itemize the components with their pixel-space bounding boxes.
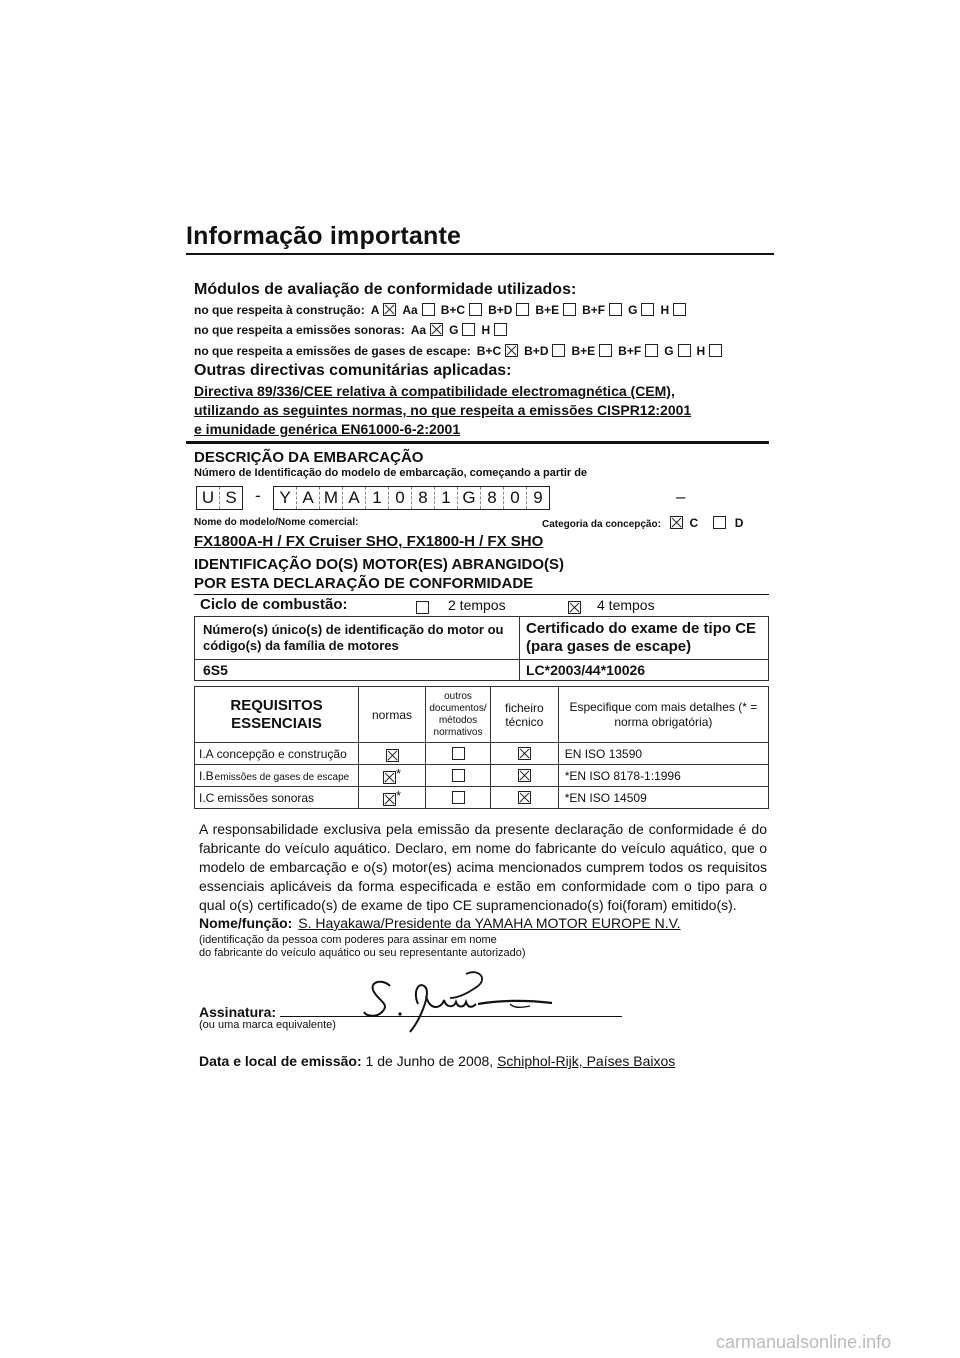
requirement-detail: *EN ISO 8178-1:1996 — [558, 765, 768, 787]
two-stroke-label: 2 tempos — [448, 597, 506, 613]
outros-checkbox[interactable] — [452, 747, 465, 760]
requirement-label — [195, 765, 359, 787]
construction-option-1-label: Aa — [402, 303, 418, 317]
construction-option-0-checkbox[interactable] — [383, 303, 396, 316]
hin-country-box — [196, 486, 243, 510]
engine-table — [194, 616, 769, 681]
mandatory-star: * — [395, 766, 402, 781]
ficheiro-cell — [491, 787, 559, 809]
requirement-name: concepção e construção — [216, 746, 347, 761]
title-rule — [186, 253, 774, 255]
modules-heading: Módulos de avaliação de conformidade utilizados: — [194, 281, 577, 298]
hin-char: 0 — [389, 487, 412, 509]
exhaust-option-5-label: H — [696, 344, 706, 358]
section-rule — [186, 441, 769, 444]
engine-heading-2: POR ESTA DECLARAÇÃO DE CONFORMIDADE — [194, 575, 534, 592]
hin-char: M — [320, 487, 343, 509]
requirements-header — [195, 687, 769, 743]
outros-checkbox[interactable] — [452, 769, 465, 782]
id-note-1: (identificação da pessoa com poderes para assinar em nome — [199, 934, 497, 946]
hin-char: 1 — [366, 487, 389, 509]
ficheiro-checkbox[interactable] — [518, 769, 531, 782]
category-label: Categoria da concepção: — [542, 519, 661, 530]
normas-checkbox[interactable] — [383, 771, 396, 784]
engine-id-header: Número(s) único(s) de identificação do motor ou código(s) da família de motores — [195, 617, 520, 660]
name-row — [199, 915, 681, 931]
hin-char: G — [458, 487, 481, 509]
construction-option-5-checkbox[interactable] — [609, 303, 622, 316]
signature-note: (ou uma marca equivalente) — [199, 1019, 336, 1031]
normas-checkbox[interactable] — [386, 749, 399, 762]
hin-char: 8 — [412, 487, 435, 509]
exhaust-option-4-label: G — [664, 344, 674, 358]
requirement-row — [195, 787, 769, 809]
outros-checkbox[interactable] — [452, 791, 465, 804]
construction-option-0-label: A — [370, 303, 380, 317]
hin-char: 9 — [533, 488, 543, 507]
construction-option-1-checkbox[interactable] — [422, 303, 435, 316]
footer-watermark: carmanualsonline.info — [716, 1332, 892, 1352]
req-header-outros: outros documentos/ métodos normativos — [426, 687, 491, 743]
hin-char: 8 — [481, 487, 504, 509]
exhaust-option-0-label: B+C — [476, 344, 502, 358]
engine-table-row — [195, 660, 769, 681]
date-value: 1 de Junho de 2008, — [365, 1053, 494, 1069]
category-row — [542, 516, 743, 530]
hin-char: Y — [274, 487, 297, 509]
noise-row — [194, 323, 513, 337]
construction-option-6-label: G — [628, 303, 638, 317]
outros-cell — [426, 787, 491, 809]
exhaust-option-3-checkbox[interactable] — [645, 344, 658, 357]
id-note-2: do fabricante do veículo aquático ou seu representante autorizado) — [199, 947, 526, 959]
certificate-number: LC*2003/44*10026 — [520, 660, 769, 681]
requirement-row — [195, 765, 769, 787]
requirement-row — [195, 743, 769, 765]
construction-option-6-checkbox[interactable] — [641, 303, 654, 316]
exhaust-option-1-label: B+D — [524, 344, 549, 358]
directive-line-3: e imunidade genérica EN61000-6-2:2001 — [194, 421, 461, 437]
noise-option-1-checkbox[interactable] — [462, 323, 475, 336]
directives-heading: Outras directivas comunitárias aplicadas: — [194, 362, 512, 379]
category-d-checkbox[interactable] — [713, 516, 726, 529]
req-header-detalhes: Especifique com mais detalhes (* = norma obrigatória) — [558, 687, 768, 743]
category-d-label: D — [734, 516, 744, 530]
construction-option-4-label: B+E — [535, 303, 560, 317]
normas-checkbox[interactable] — [383, 793, 396, 806]
cycle-rule-top — [194, 594, 769, 595]
place-value: Schiphol-Rijk, Países Baixos — [497, 1053, 676, 1069]
construction-option-7-checkbox[interactable] — [673, 303, 686, 316]
outros-cell — [426, 743, 491, 765]
exhaust-label: no que respeita a emissões de gases de escape: — [194, 344, 471, 358]
four-stroke-checkbox[interactable] — [568, 601, 581, 614]
normas-cell — [359, 787, 426, 809]
cycle-label: Ciclo de combustão: — [200, 596, 348, 613]
requirement-detail: EN ISO 13590 — [558, 743, 768, 765]
engine-table-header — [195, 617, 769, 660]
construction-label: no que respeita à construção: — [194, 303, 365, 317]
exhaust-option-2-checkbox[interactable] — [599, 344, 612, 357]
construction-option-3-checkbox[interactable] — [516, 303, 529, 316]
normas-cell — [359, 765, 426, 787]
ficheiro-checkbox[interactable] — [518, 791, 531, 804]
date-label: Data e local de emissão: — [199, 1053, 362, 1069]
four-stroke-label: 4 tempos — [597, 597, 655, 613]
hin-char: A — [343, 487, 366, 509]
hin-char: S — [225, 488, 237, 507]
name-value: S. Hayakawa/Presidente da YAMAHA MOTOR EUROPE N.V. — [298, 915, 681, 931]
req-header-ficheiro: ficheiro técnico — [491, 687, 559, 743]
requirement-prefix: I.C — [199, 790, 215, 805]
directive-line-2: utilizando as seguintes normas, no que respeita a emissões CISPR12:2001 — [194, 402, 692, 418]
requirement-prefix: I.A — [199, 746, 214, 761]
construction-option-3-label: B+D — [488, 303, 513, 317]
normas-cell — [359, 743, 426, 765]
date-row — [199, 1053, 675, 1069]
two-stroke-checkbox[interactable] — [416, 601, 429, 614]
noise-label: no que respeita a emissões sonoras: — [194, 323, 405, 337]
exhaust-option-4-checkbox[interactable] — [678, 344, 691, 357]
requirement-detail: *EN ISO 14509 — [558, 787, 768, 809]
mandatory-star: * — [395, 788, 402, 803]
req-header-requisitos: REQUISITOS ESSENCIAIS — [195, 687, 359, 743]
construction-option-2-label: B+C — [440, 303, 466, 317]
ficheiro-cell — [491, 765, 559, 787]
name-label: Nome/função: — [199, 915, 293, 931]
req-header-normas: normas — [359, 687, 426, 743]
requirement-label — [195, 743, 359, 765]
exhaust-option-3-label: B+F — [618, 344, 642, 358]
noise-option-2-checkbox[interactable] — [494, 323, 507, 336]
outros-cell — [426, 765, 491, 787]
signature-image — [360, 968, 560, 1038]
requirement-prefix: I.B — [199, 768, 214, 783]
craft-heading: DESCRIÇÃO DA EMBARCAÇÃO — [194, 449, 424, 466]
hin-char: U — [197, 487, 220, 509]
noise-option-0-label: Aa — [410, 323, 427, 337]
engine-code: 6S5 — [195, 660, 520, 681]
exhaust-row — [194, 344, 728, 358]
model-label: Nome do modelo/Nome comercial: — [194, 517, 359, 528]
ficheiro-cell — [491, 743, 559, 765]
category-c-label: C — [689, 516, 699, 530]
hin-char: A — [297, 487, 320, 509]
ficheiro-checkbox[interactable] — [518, 747, 531, 760]
hin-separator: - — [255, 486, 261, 505]
certificate-header: Certificado do exame de tipo CE (para gases de escape) — [520, 617, 769, 660]
declaration-text: A responsabilidade exclusiva pela emissão da presente declaração de conformidade é do fabricante do veículo aquático. Declaro, em nome do fabricante do veículo aquático, que o modelo de embarcação e o(s) motor(es) acima mencionados cumprem todos os requisitos essenciais aplicáveis da forma especificada e estão em conformidade com o tipo para o qual o(s) certificado(s) de exame de tipo CE supramencionado(s) foi(foram) emitido(s). — [199, 821, 767, 913]
hin-code-box — [273, 486, 550, 510]
noise-option-0-checkbox[interactable] — [430, 323, 443, 336]
noise-option-2-label: H — [481, 323, 491, 337]
construction-option-4-checkbox[interactable] — [563, 303, 576, 316]
hin-label: Número de Identificação do modelo de embarcação, começando a partir de — [194, 467, 588, 479]
requirements-table — [194, 686, 769, 809]
page-title: Informação importante — [186, 222, 462, 250]
model-name: FX1800A-H / FX Cruiser SHO, FX1800-H / FX SHO — [194, 533, 544, 550]
construction-row — [194, 303, 692, 317]
exhaust-option-5-checkbox[interactable] — [709, 344, 722, 357]
construction-option-7-label: H — [660, 303, 670, 317]
category-c-checkbox[interactable] — [670, 516, 683, 529]
exhaust-option-1-checkbox[interactable] — [552, 344, 565, 357]
signature-label: Assinatura: — [199, 1004, 277, 1020]
construction-option-5-label: B+F — [582, 303, 606, 317]
construction-option-2-checkbox[interactable] — [469, 303, 482, 316]
hin-char: 0 — [504, 487, 527, 509]
noise-option-1-label: G — [449, 323, 459, 337]
hin-dash: – — [676, 487, 686, 506]
engine-heading-1: IDENTIFICAÇÃO DO(S) MOTOR(ES) ABRANGIDO(S) — [194, 556, 564, 573]
exhaust-option-2-label: B+E — [571, 344, 596, 358]
requirement-label — [195, 787, 359, 809]
exhaust-option-0-checkbox[interactable] — [505, 344, 518, 357]
directive-line-1: Directiva 89/336/CEE relativa à compatibilidade electromagnética (CEM), — [194, 383, 675, 399]
requirement-name: emissões de gases de escape — [214, 771, 350, 783]
hin-char: 1 — [435, 487, 458, 509]
requirement-name: emissões sonoras — [217, 790, 315, 805]
